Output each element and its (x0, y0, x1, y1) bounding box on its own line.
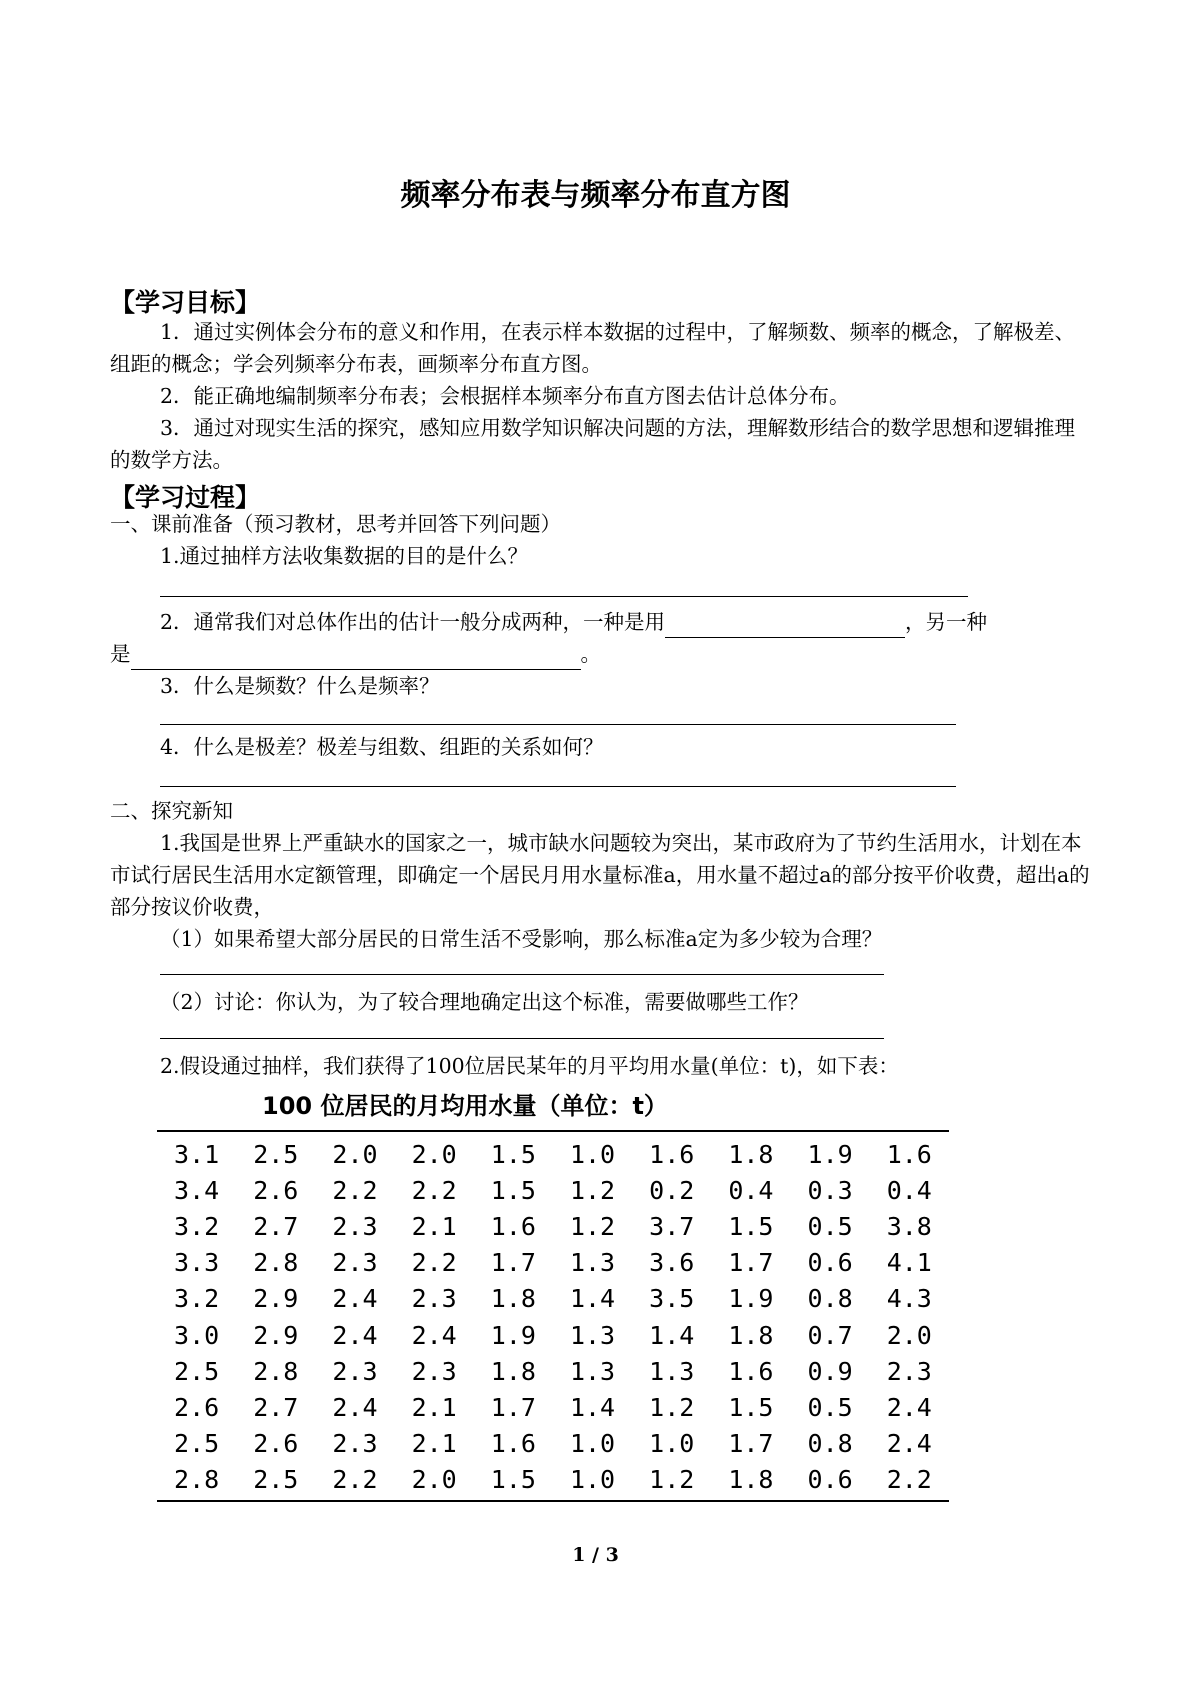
table-cell: 2.7 (253, 1392, 299, 1422)
table-cell: 2.2 (411, 1248, 457, 1278)
table-cell: 1.4 (569, 1392, 616, 1422)
question-2-continued (110, 638, 1090, 670)
table-cell: 0.3 (807, 1175, 853, 1205)
table-cell: 2.8 (174, 1465, 220, 1495)
table-cell: 0.5 (807, 1392, 853, 1422)
table-cell: 2.3 (411, 1284, 457, 1314)
table-cell: 1.6 (886, 1139, 932, 1169)
table-cell: 0.5 (807, 1211, 853, 1241)
table-cell: 2.0 (411, 1139, 457, 1169)
table-cell: 1.3 (569, 1248, 616, 1278)
table-cell: 2.3 (332, 1356, 378, 1386)
table-cell: 2.3 (886, 1356, 932, 1386)
table-cell: 3.2 (174, 1284, 220, 1314)
table-cell: 1.9 (490, 1320, 536, 1350)
sub-question-1: （1）如果希望大部分居民的日常生活不受影响，那么标准a定为多少较为合理？ (160, 927, 883, 951)
question-3: 3．什么是频数？什么是频率？ (160, 674, 440, 698)
table-cell: 1.6 (728, 1356, 774, 1386)
table-cell: 2.6 (253, 1175, 299, 1205)
answer-blank-2b[interactable] (131, 649, 581, 670)
table-cell: 2.5 (174, 1356, 220, 1386)
explore-paragraph-2: 2.假设通过抽样，我们获得了100位居民某年的月平均用水量(单位：t)，如下表： (160, 1054, 899, 1078)
table-cell: 2.9 (253, 1320, 299, 1350)
table-cell: 2.3 (411, 1356, 457, 1386)
table-cell: 1.5 (490, 1139, 536, 1169)
table-cell: 2.6 (253, 1429, 299, 1459)
table-cell: 1.9 (728, 1284, 774, 1314)
sub-question-2: （2）讨论：你认为，为了较合理地确定出这个标准，需要做哪些工作？ (160, 990, 809, 1014)
table-cell: 1.2 (649, 1392, 695, 1422)
table-cell: 4.1 (886, 1248, 932, 1278)
table-cell: 1.8 (728, 1320, 774, 1350)
table-cell: 0.6 (807, 1465, 853, 1495)
table-cell: 1.5 (490, 1175, 536, 1205)
table-row (157, 1136, 949, 1172)
table-cell: 2.8 (253, 1356, 299, 1386)
table-cell: 3.2 (174, 1211, 220, 1241)
table-cell: 3.4 (174, 1175, 220, 1205)
table-cell: 1.2 (649, 1465, 695, 1495)
table-cell: 1.6 (490, 1429, 536, 1459)
part1-title: 一、课前准备（预习教材，思考并回答下列问题） (110, 512, 561, 536)
part2-title: 二、探究新知 (110, 799, 233, 823)
answer-blank-2a[interactable] (665, 617, 905, 638)
table-row (157, 1281, 949, 1317)
table-cell: 0.9 (807, 1356, 853, 1386)
table-cell: 1.8 (490, 1284, 536, 1314)
explore-paragraph-1: 1.我国是世界上严重缺水的国家之一，城市缺水问题较为突出，某市政府为了节约生活用水，计划在本市试行居民生活用水定额管理，即确定一个居民月用水量标准a，用水量不超过a的部分按平价收费，超出a的部分按议价收费， (110, 831, 1090, 919)
table-cell: 2.3 (332, 1211, 378, 1241)
table-cell: 0.8 (807, 1284, 853, 1314)
table-cell: 1.0 (569, 1465, 616, 1495)
table-cell: 2.3 (332, 1248, 378, 1278)
page-title: 频率分布表与频率分布直方图 (400, 178, 791, 213)
table-cell: 2.4 (411, 1320, 457, 1350)
table-row (157, 1462, 949, 1498)
table-cell: 2.1 (411, 1392, 457, 1422)
table-cell: 1.2 (569, 1175, 616, 1205)
table-cell: 1.5 (728, 1211, 774, 1241)
goal-item-1: 1．通过实例体会分布的意义和作用，在表示样本数据的过程中，了解频数、频率的概念，了解极差、组距的概念；学会列频率分布表，画频率分布直方图。 (110, 320, 1076, 376)
table-cell: 1.8 (490, 1356, 536, 1386)
table-cell: 3.1 (174, 1139, 220, 1169)
table-cell: 1.7 (728, 1429, 774, 1459)
table-cell: 3.5 (649, 1284, 695, 1314)
question-2-part-d: 。 (580, 642, 601, 666)
table-cell: 2.2 (411, 1175, 457, 1205)
question-2-part-b: ，另一种 (905, 610, 988, 634)
question-1: 1.通过抽样方法收集数据的目的是什么？ (160, 544, 529, 568)
table-cell: 2.4 (332, 1284, 378, 1314)
table-cell: 2.1 (411, 1211, 457, 1241)
table-cell: 2.3 (332, 1429, 378, 1459)
table-cell: 0.4 (728, 1175, 774, 1205)
table-cell: 2.6 (174, 1392, 220, 1422)
table-cell: 2.8 (253, 1248, 299, 1278)
table-cell: 3.6 (649, 1248, 695, 1278)
table-cell: 0.4 (886, 1175, 932, 1205)
table-cell: 1.3 (569, 1356, 616, 1386)
table-row (157, 1389, 949, 1425)
question-2 (110, 606, 1090, 638)
question-2-part-a: 2．通常我们对总体作出的估计一般分成两种，一种是用 (160, 610, 666, 634)
table-row (157, 1426, 949, 1462)
table-cell: 2.9 (253, 1284, 299, 1314)
table-cell: 0.2 (649, 1175, 695, 1205)
table-cell: 3.0 (174, 1320, 220, 1350)
table-cell: 1.0 (569, 1139, 616, 1169)
table-cell: 2.5 (253, 1465, 299, 1495)
water-usage-table (157, 1130, 949, 1502)
table-cell: 2.2 (886, 1465, 932, 1495)
table-cell: 1.4 (569, 1284, 616, 1314)
answer-line-3[interactable] (160, 724, 956, 725)
goals-heading: 【学习目标】 (110, 288, 261, 317)
question-2-part-c: 是 (110, 642, 131, 666)
table-cell: 2.0 (332, 1139, 378, 1169)
table-cell: 2.0 (411, 1465, 457, 1495)
table-cell: 0.7 (807, 1320, 853, 1350)
table-cell: 1.6 (490, 1211, 536, 1241)
table-cell: 2.0 (886, 1320, 932, 1350)
table-cell: 1.4 (649, 1320, 695, 1350)
table-cell: 2.4 (332, 1392, 378, 1422)
table-cell: 1.5 (728, 1392, 774, 1422)
goal-item-3: 3．通过对现实生活的探究，感知应用数学知识解决问题的方法，理解数形结合的数学思想和逻辑推理的数学方法。 (110, 416, 1076, 472)
table-cell: 3.7 (649, 1211, 695, 1241)
goal-item-2: 2．能正确地编制频率分布表；会根据样本频率分布直方图去估计总体分布。 (160, 384, 850, 408)
question-4: 4．什么是极差？极差与组数、组距的关系如何？ (160, 735, 604, 759)
table-cell: 3.8 (886, 1211, 932, 1241)
table-cell: 1.8 (728, 1139, 774, 1169)
process-heading: 【学习过程】 (110, 483, 261, 512)
table-cell: 0.6 (807, 1248, 853, 1278)
table-cell: 1.7 (490, 1392, 536, 1422)
table-cell: 0.8 (807, 1429, 853, 1459)
table-cell: 2.7 (253, 1211, 299, 1241)
table-cell: 1.3 (649, 1356, 695, 1386)
table-cell: 4.3 (886, 1284, 932, 1314)
table-cell: 1.7 (728, 1248, 774, 1278)
table-cell: 1.2 (569, 1211, 616, 1241)
table-row (157, 1245, 949, 1281)
table-cell: 2.4 (886, 1392, 932, 1422)
table-cell: 2.4 (332, 1320, 378, 1350)
table-cell: 1.0 (649, 1429, 695, 1459)
table-cell: 1.3 (569, 1320, 616, 1350)
table-row (157, 1172, 949, 1208)
answer-line-sub2[interactable] (160, 1038, 884, 1039)
table-cell: 1.5 (490, 1465, 536, 1495)
table-cell: 2.4 (886, 1429, 932, 1459)
table-cell: 1.7 (490, 1248, 536, 1278)
table-cell: 2.2 (332, 1465, 378, 1495)
page-number: 1 / 3 (572, 1544, 619, 1566)
table-cell: 2.5 (253, 1139, 299, 1169)
table-cell: 1.9 (807, 1139, 853, 1169)
table-cell: 1.0 (569, 1429, 616, 1459)
answer-line-1[interactable] (160, 596, 968, 597)
table-cell: 1.6 (649, 1139, 695, 1169)
table-cell: 1.8 (728, 1465, 774, 1495)
table-cell: 2.5 (174, 1429, 220, 1459)
table-cell: 2.2 (332, 1175, 378, 1205)
table-row (157, 1208, 949, 1244)
table-cell: 3.3 (174, 1248, 220, 1278)
table-cell: 2.1 (411, 1429, 457, 1459)
answer-line-4[interactable] (160, 786, 956, 787)
answer-line-sub1[interactable] (160, 974, 884, 975)
table-caption: 100 位居民的月均用水量（单位：t） (262, 1092, 668, 1120)
table-row (157, 1353, 949, 1389)
table-row (157, 1317, 949, 1353)
